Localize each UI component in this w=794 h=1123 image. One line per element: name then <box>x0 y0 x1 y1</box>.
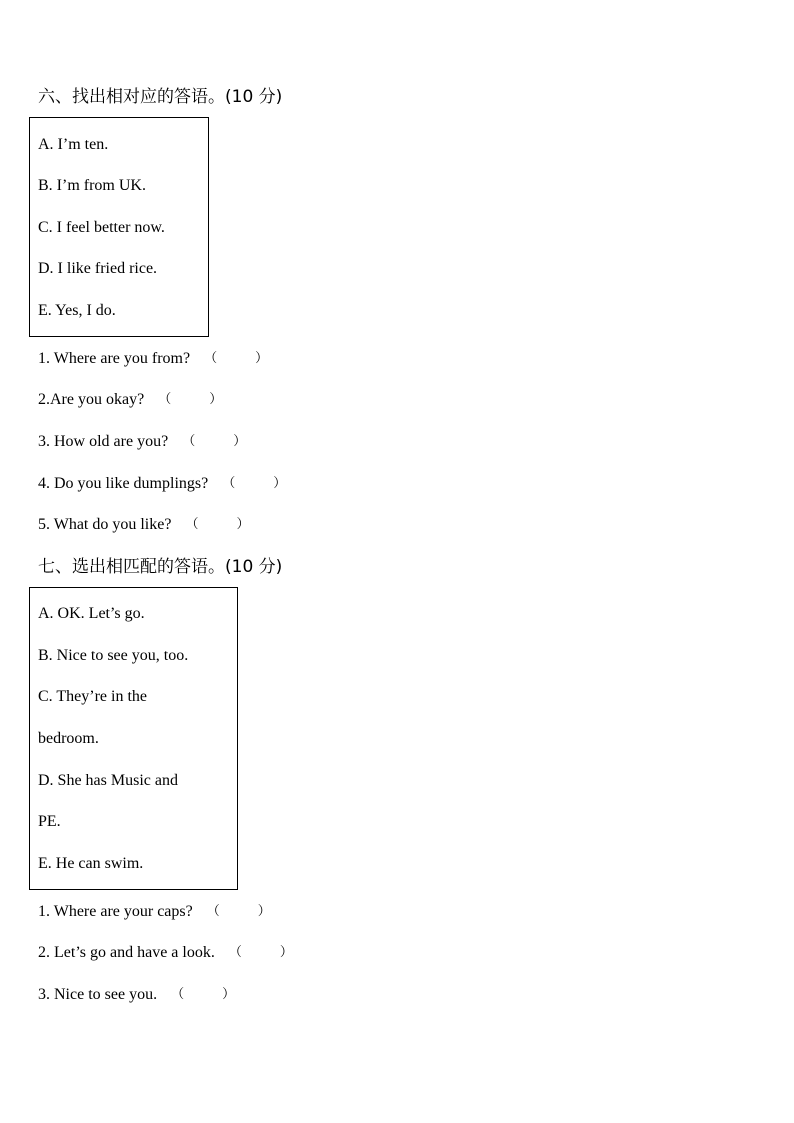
section-6-question-3 <box>38 432 246 452</box>
answer-close-paren: ） <box>255 351 269 366</box>
section-6-question-5 <box>38 515 249 535</box>
question-text: 3. Nice to see you. <box>38 986 158 1003</box>
answer-close-paren: ） <box>273 476 287 491</box>
section-7-option-c: C. They’re in the <box>38 688 148 705</box>
section-6-question-4 <box>38 474 286 494</box>
answer-close-paren: ） <box>257 904 271 919</box>
answer-close-paren: ） <box>279 945 293 960</box>
answer-open-paren: （ <box>171 987 185 1002</box>
section-7-option-d-continued: PE. <box>38 813 61 830</box>
question-text: 2. Let’s go and have a look. <box>38 944 215 961</box>
section-7-option-b: B. Nice to see you, too. <box>38 647 189 664</box>
answer-close-paren: ） <box>209 392 223 407</box>
answer-close-paren: ） <box>222 987 236 1002</box>
answer-close-paren: ） <box>233 434 247 449</box>
question-text: 5. What do you like? <box>38 516 172 533</box>
answer-open-paren: （ <box>206 904 220 919</box>
section-7-option-d: D. She has Music and <box>38 772 178 789</box>
answer-open-paren: （ <box>182 434 196 449</box>
section-7-question-1 <box>38 902 271 922</box>
section-6-option-c: C. I feel better now. <box>38 219 165 236</box>
question-text: 3. How old are you? <box>38 433 169 450</box>
section-6-question-1 <box>38 349 268 369</box>
answer-open-paren: （ <box>228 945 242 960</box>
section-7-question-3 <box>38 985 235 1005</box>
answer-open-paren: （ <box>158 392 172 407</box>
question-text: 1. Where are you from? <box>38 350 191 367</box>
answer-close-paren: ） <box>236 517 250 532</box>
section-6-question-2 <box>38 390 222 410</box>
section-7-option-e: E. He can swim. <box>38 855 144 872</box>
section-6-option-e: E. Yes, I do. <box>38 302 116 319</box>
section-7-question-2 <box>38 943 293 963</box>
section-7-heading: 七、选出相匹配的答语。(10 分) <box>38 557 283 577</box>
question-text: 2.Are you okay? <box>38 391 145 408</box>
section-7-option-a: A. OK. Let’s go. <box>38 605 145 622</box>
section-6-option-d: D. I like fried rice. <box>38 260 158 277</box>
answer-open-paren: （ <box>204 351 218 366</box>
section-6-option-a: A. I’m ten. <box>38 136 109 153</box>
answer-open-paren: （ <box>222 476 236 491</box>
section-6-heading: 六、找出相对应的答语。(10 分) <box>38 87 283 107</box>
question-text: 4. Do you like dumplings? <box>38 475 209 492</box>
question-text: 1. Where are your caps? <box>38 903 193 920</box>
answer-open-paren: （ <box>185 517 199 532</box>
section-6-option-b: B. I’m from UK. <box>38 177 146 194</box>
section-7-option-c-continued: bedroom. <box>38 730 99 747</box>
